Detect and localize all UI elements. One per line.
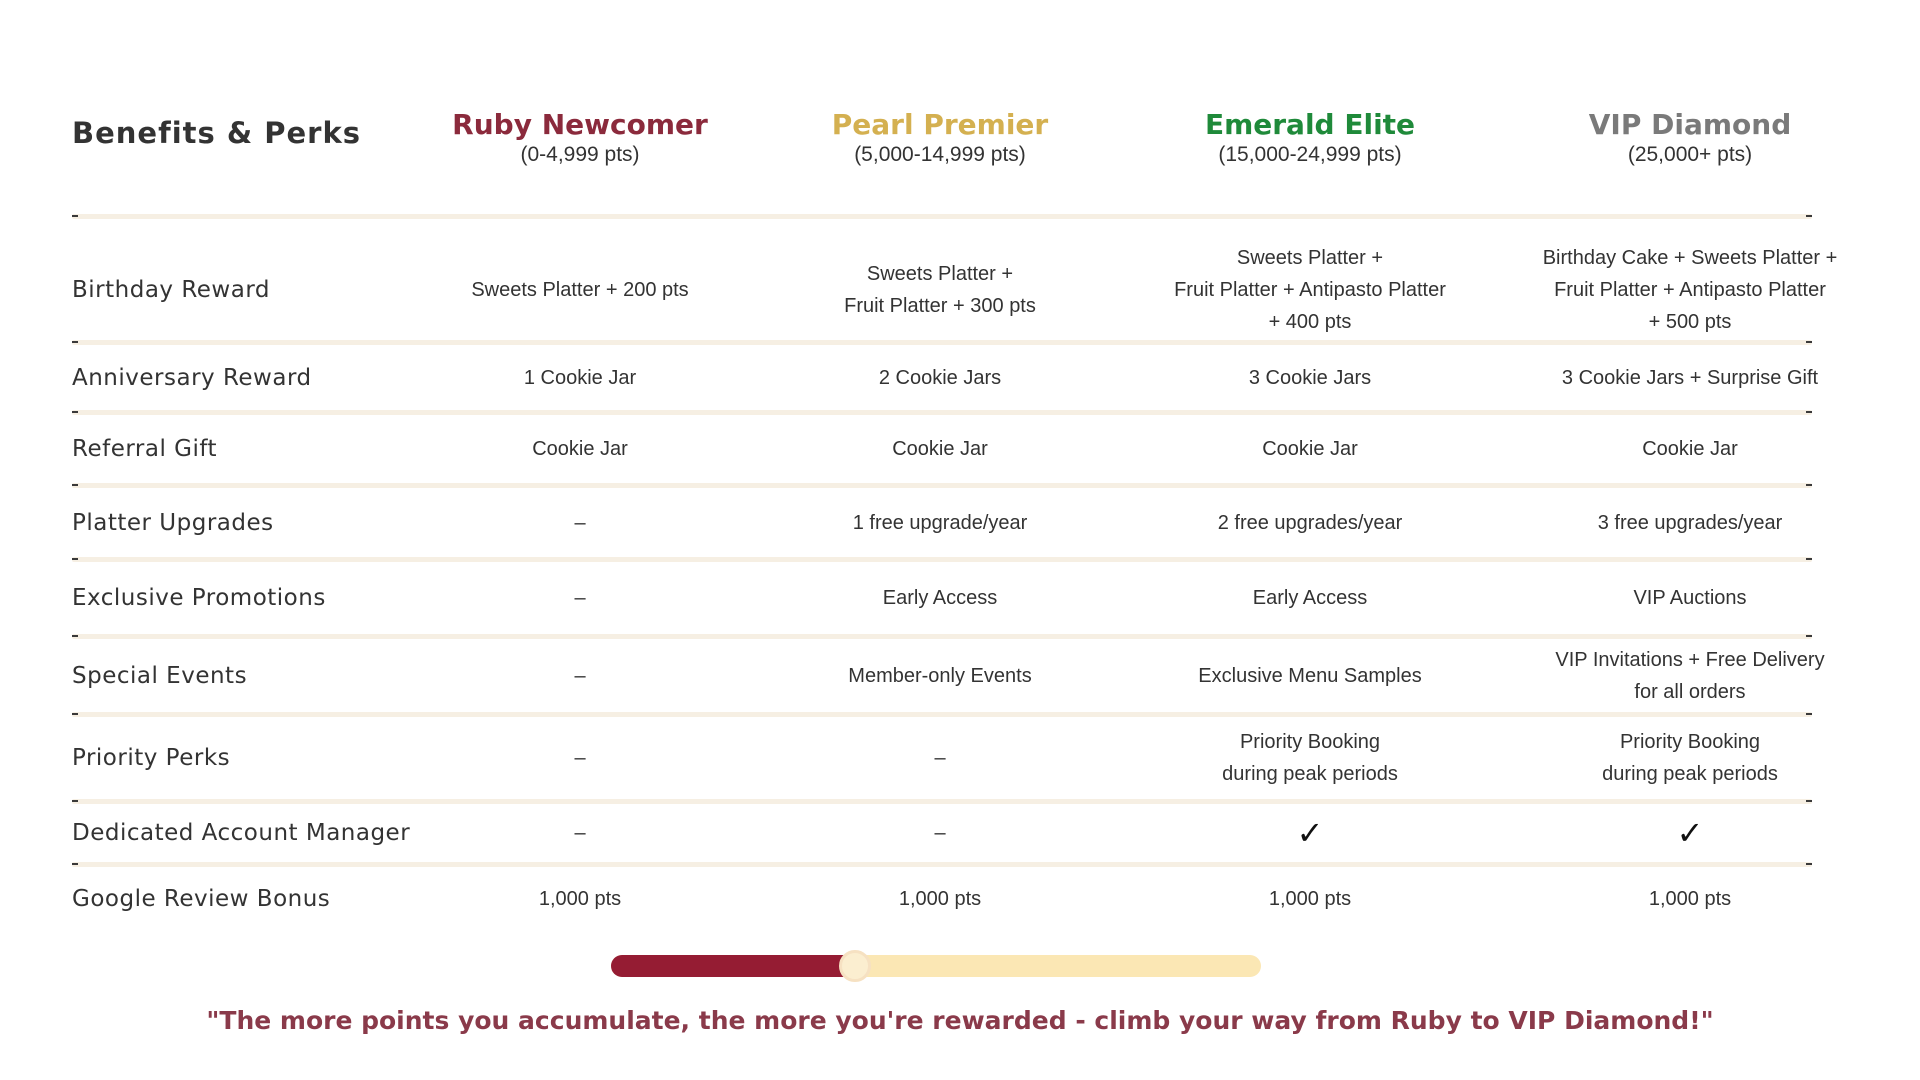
cell-ruby: – bbox=[574, 587, 586, 609]
cell-emerald: Priority Booking during peak periods bbox=[1222, 731, 1398, 785]
cell-ruby: – bbox=[574, 822, 586, 844]
row-referral-gift bbox=[0, 415, 1920, 483]
tagline: "The more points you accumulate, the more you're rewarded - climb your way from Ruby to VIP Diamond!" bbox=[206, 1006, 1714, 1035]
page-title: Benefits & Perks bbox=[72, 116, 362, 150]
cell-diamond: VIP Invitations + Free Delivery for all orders bbox=[1555, 648, 1825, 703]
tier-progress-bar bbox=[611, 955, 1261, 977]
cell-ruby: – bbox=[574, 511, 586, 534]
row-label: Platter Upgrades bbox=[72, 509, 274, 536]
tier-name: Emerald Elite bbox=[1204, 108, 1416, 141]
tier-header-pearl bbox=[750, 108, 1130, 168]
cell-ruby: 1 Cookie Jar bbox=[523, 366, 637, 389]
cell-ruby: – bbox=[574, 747, 586, 769]
row-label: Exclusive Promotions bbox=[72, 585, 326, 611]
cell-pearl: 1,000 pts bbox=[898, 888, 982, 910]
cell-pearl: – bbox=[934, 822, 946, 844]
cell-emerald: 3 Cookie Jars bbox=[1248, 366, 1372, 389]
row-label: Priority Perks bbox=[72, 745, 231, 771]
tier-range: (0-4,999 pts) bbox=[520, 143, 640, 166]
row-label: Anniversary Reward bbox=[72, 364, 312, 391]
cell-diamond: Cookie Jar bbox=[1642, 438, 1738, 460]
tier-name: Ruby Newcomer bbox=[452, 108, 708, 141]
row-anniversary-reward bbox=[0, 345, 1920, 410]
cell-pearl: 1 free upgrade/year bbox=[852, 511, 1028, 534]
cell-emerald: Early Access bbox=[1252, 587, 1368, 609]
cell-pearl: Member-only Events bbox=[848, 664, 1032, 687]
tier-name: VIP Diamond bbox=[1588, 108, 1792, 141]
cell-emerald: 2 free upgrades/year bbox=[1217, 511, 1403, 534]
tier-header-emerald bbox=[1120, 108, 1500, 168]
cell-ruby: – bbox=[574, 664, 586, 687]
tier-header-diamond bbox=[1500, 108, 1880, 168]
row-priority-perks bbox=[0, 717, 1920, 799]
row-divider bbox=[72, 862, 1812, 867]
cell-pearl: 2 Cookie Jars bbox=[878, 366, 1002, 389]
cell-diamond: 3 free upgrades/year bbox=[1597, 511, 1783, 534]
header-divider bbox=[72, 214, 1812, 219]
tier-range: (15,000-24,999 pts) bbox=[1218, 143, 1402, 166]
cell-pearl: Cookie Jar bbox=[892, 438, 988, 460]
cell-diamond: VIP Auctions bbox=[1633, 587, 1747, 609]
cell-emerald: Sweets Platter + Fruit Platter + Antipasto Platter + 400 pts bbox=[1174, 247, 1446, 333]
tier-range: (25,000+ pts) bbox=[1627, 143, 1753, 166]
cell-pearl: Sweets Platter + Fruit Platter + 300 pts bbox=[844, 263, 1036, 317]
cell-pearl: Early Access bbox=[882, 587, 998, 609]
row-special-events bbox=[0, 639, 1920, 712]
cell-diamond: Priority Booking during peak periods bbox=[1602, 731, 1778, 785]
cell-pearl: – bbox=[934, 747, 946, 769]
row-birthday-reward bbox=[0, 240, 1920, 340]
row-label: Referral Gift bbox=[72, 436, 218, 462]
row-label: Birthday Reward bbox=[72, 277, 270, 303]
row-label: Google Review Bonus bbox=[72, 886, 331, 912]
row-exclusive-promotions bbox=[0, 562, 1920, 634]
checkmark-icon: ✓ bbox=[1676, 814, 1704, 852]
row-google-review-bonus bbox=[0, 868, 1920, 930]
progress-knob bbox=[839, 950, 871, 982]
row-dedicated-account-manager bbox=[0, 804, 1920, 862]
row-label: Special Events bbox=[72, 662, 248, 689]
cell-ruby: Sweets Platter + 200 pts bbox=[471, 279, 689, 301]
checkmark-icon: ✓ bbox=[1296, 814, 1324, 852]
cell-ruby: 1,000 pts bbox=[538, 888, 622, 910]
row-platter-upgrades bbox=[0, 488, 1920, 557]
cell-emerald: Cookie Jar bbox=[1262, 438, 1358, 460]
cell-emerald: Exclusive Menu Samples bbox=[1198, 664, 1422, 687]
tier-range: (5,000-14,999 pts) bbox=[854, 143, 1026, 166]
cell-ruby: Cookie Jar bbox=[532, 438, 628, 460]
cell-diamond: 3 Cookie Jars + Surprise Gift bbox=[1561, 366, 1819, 389]
row-label: Dedicated Account Manager bbox=[72, 820, 411, 846]
cell-diamond: 1,000 pts bbox=[1648, 888, 1732, 910]
progress-fill bbox=[611, 955, 852, 977]
cell-emerald: 1,000 pts bbox=[1268, 888, 1352, 910]
tier-header-ruby bbox=[390, 108, 770, 168]
tier-name: Pearl Premier bbox=[831, 108, 1049, 141]
cell-diamond: Birthday Cake + Sweets Platter + Fruit Platter + Antipasto Platter + 500 pts bbox=[1542, 247, 1838, 333]
